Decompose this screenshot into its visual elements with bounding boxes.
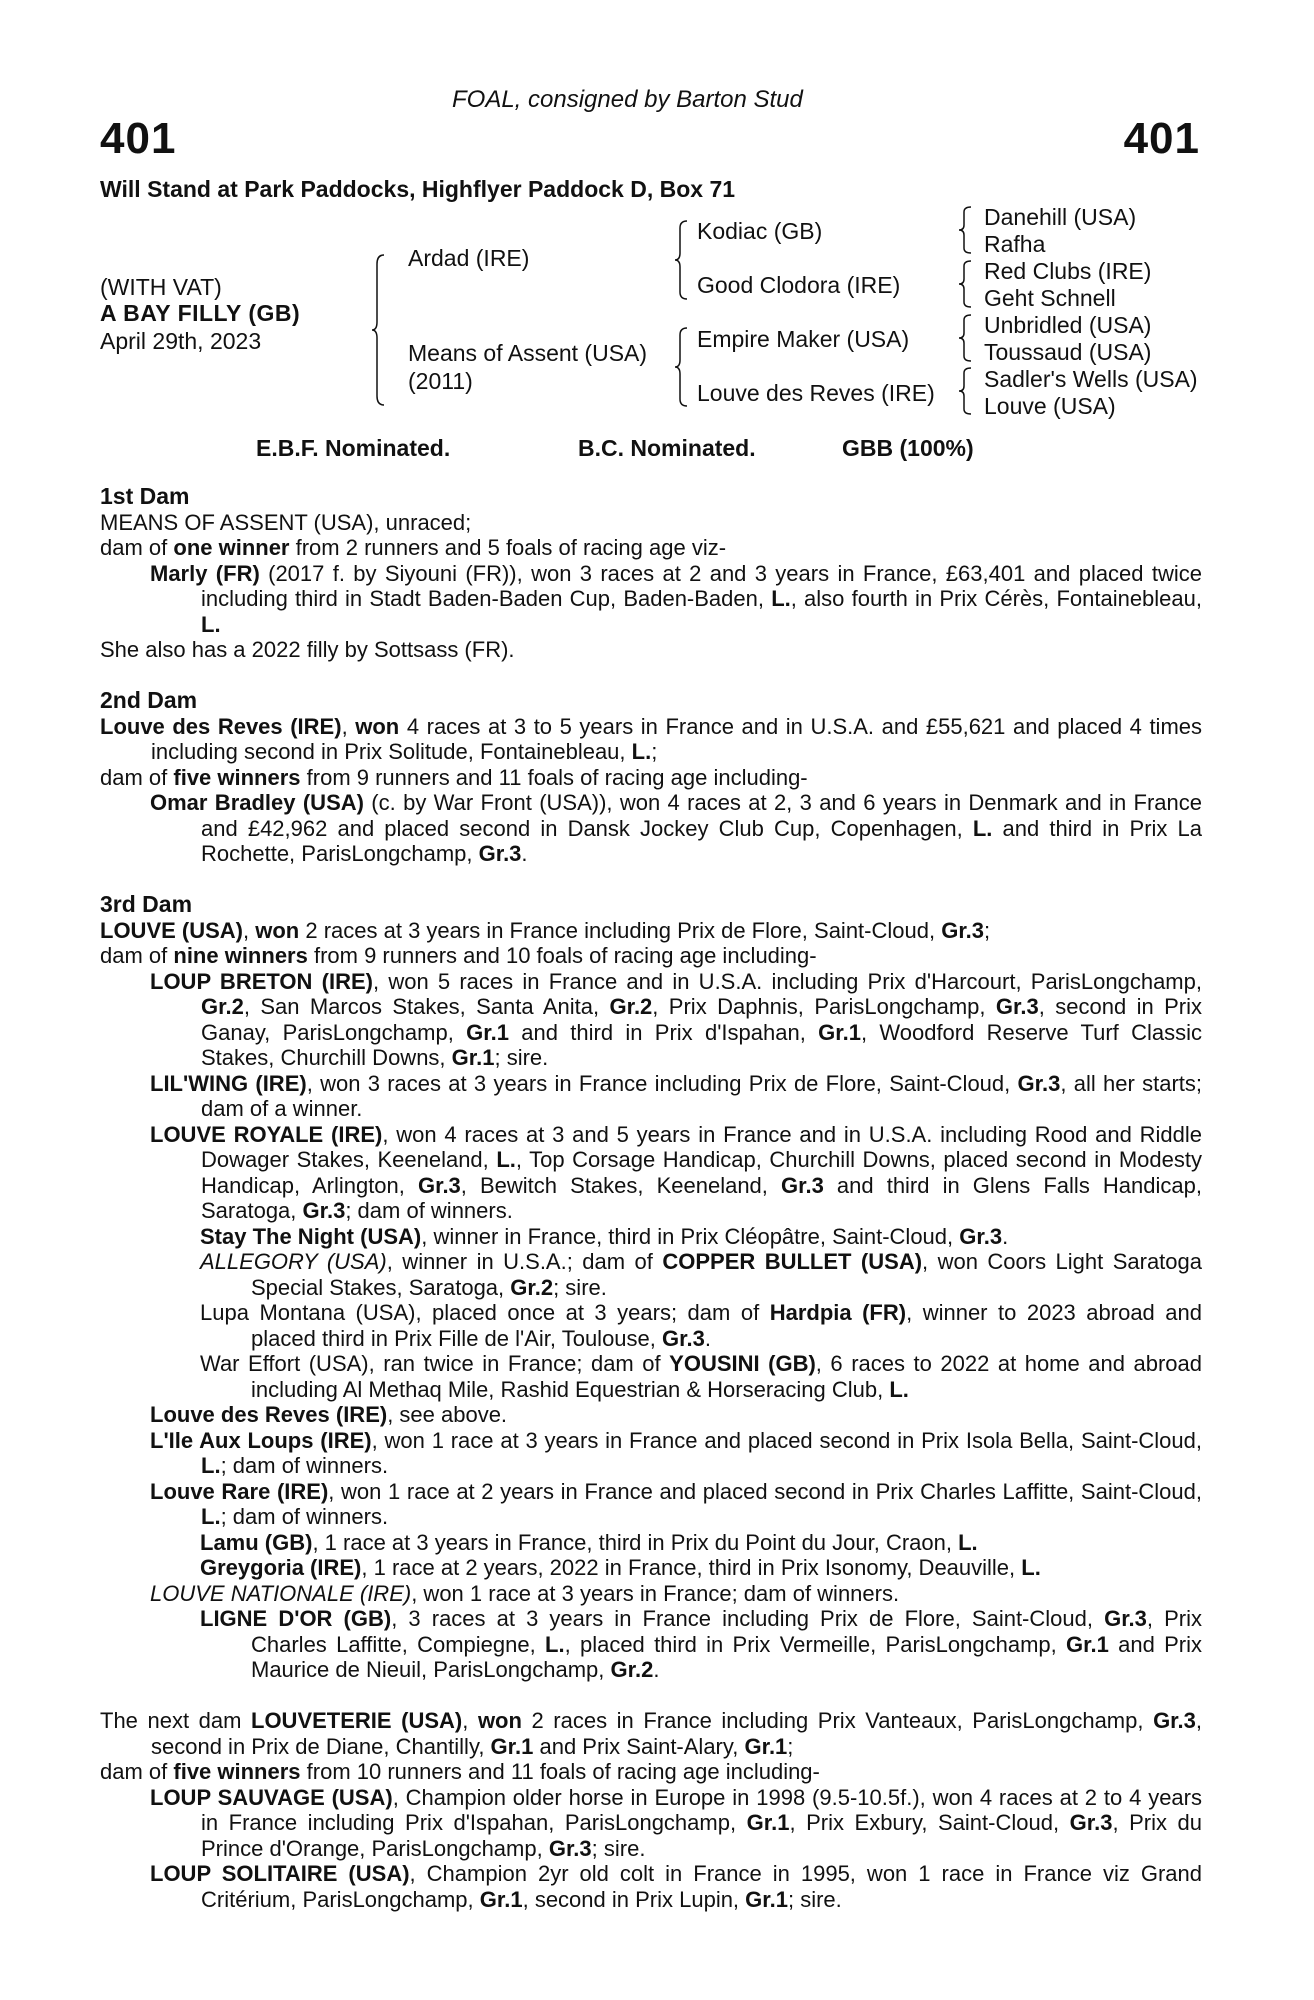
- gbb-rating: GBB (100%): [842, 435, 974, 461]
- produce-entry: LOUP BRETON (IRE), won 5 races in France and in U.S.A. including Prix d'Harcourt, ParisLongchamp, Gr.2, San Marcos Stakes, Santa Anita, Gr.2, Prix Daphnis, ParisLongchamp, Gr.3, second in Prix Ganay, ParisLongchamp, Gr.1 and third in Prix d'Ispahan, Gr.1, Woodford Reserve Turf Classic Stakes, Churchill Downs, Gr.1; sire.: [150, 968, 1202, 1070]
- produce-entry: L'Ile Aux Loups (IRE), won 1 race at 3 years in France and placed second in Prix Isola Bella, Saint-Cloud, L.; dam of winners.: [150, 1427, 1203, 1478]
- sire-sire: Kodiac (GB): [697, 218, 823, 244]
- second-dam-section: [100, 688, 1202, 867]
- lot-number-right: 401: [1123, 114, 1200, 163]
- produce-entry: Omar Bradley (USA) (c. by War Front (USA)), won 4 races at 2, 3 and 6 years in Denmark and in France and £42,962 and placed second in Dansk Jockey Club Cup, Copenhagen, L. and third in Prix La Rochette, ParisLongchamp, Gr.3.: [150, 790, 1203, 866]
- grandproduce-entry: War Effort (USA), ran twice in France; dam of YOUSINI (GB), 6 races to 2022 at home and abroad including Al Methaq Mile, Rashid Equestrian & Horseracing Club, L.: [200, 1351, 1202, 1402]
- produce-entry: LIL'WING (IRE), won 3 races at 3 years in France including Prix de Flore, Saint-Cloud, Gr.3, all her starts; dam of a winner.: [150, 1070, 1203, 1121]
- foaling-date: April 29th, 2023: [100, 328, 262, 354]
- first-dam-section: [100, 484, 1202, 663]
- first-dam-heading: 1st Dam: [100, 483, 190, 509]
- pedigree-brace-dam: [674, 327, 688, 407]
- sire-dam: Good Clodora (IRE): [697, 272, 901, 298]
- third-dam-produce-summary: dam of nine winners from 9 runners and 10 foals of racing age including-: [100, 943, 817, 968]
- sd-sire: Red Clubs (IRE): [984, 258, 1152, 284]
- ds-dam: Toussaud (USA): [984, 339, 1152, 365]
- horse-name: A BAY FILLY (GB): [100, 300, 301, 326]
- second-dam-heading: 2nd Dam: [100, 687, 198, 713]
- pedigree-brace-sire: [674, 220, 688, 300]
- next-dam-record: The next dam LOUVETERIE (USA), won 2 races in France including Prix Vanteaux, ParisLongchamp, Gr.3, second in Prix de Diane, Chantilly, Gr.1 and Prix Saint-Alary, Gr.1;: [100, 1708, 1202, 1759]
- produce-entry: LOUVE NATIONALE (IRE), won 1 race at 3 years in France; dam of winners.: [150, 1580, 900, 1606]
- ebf-nomination: E.B.F. Nominated.: [256, 435, 451, 461]
- dd-dam: Louve (USA): [984, 393, 1116, 419]
- second-dam-record: Louve des Reves (IRE), won 4 races at 3 to 5 years in France and in U.S.A. and £55,621 and placed 4 times including second in Prix Solitude, Fontainebleau, L.;: [100, 713, 1203, 764]
- produce-entry: Marly (FR) (2017 f. by Siyouni (FR)), won 3 races at 2 and 3 years in France, £63,401 and placed twice including third in Stadt Baden-Baden Cup, Baden-Baden, L., also fourth in Prix Cérès, Fontainebleau, L.: [150, 560, 1202, 637]
- dd-sire: Sadler's Wells (USA): [984, 366, 1198, 392]
- grandproduce-entry: ALLEGORY (USA), winner in U.S.A.; dam of COPPER BULLET (USA), won Coors Light Saratoga Special Stakes, Saratoga, Gr.2; sire.: [200, 1249, 1203, 1300]
- produce-entry: LOUP SOLITAIRE (USA), Champion 2yr old colt in France in 1995, won 1 race in France viz Grand Critérium, ParisLongchamp, Gr.1, second in Prix Lupin, Gr.1; sire.: [150, 1861, 1202, 1912]
- pedigree-brace-ds: [958, 314, 972, 362]
- stand-location: Will Stand at Park Paddocks, Highflyer Paddock D, Box 71: [100, 176, 736, 202]
- pedigree-brace-sd: [958, 260, 972, 308]
- third-dam-record: LOUVE (USA), won 2 races at 3 years in France including Prix de Flore, Saint-Cloud, Gr.3;: [100, 917, 991, 943]
- vat-label: (WITH VAT): [100, 274, 222, 300]
- grandproduce-entry: Greygoria (IRE), 1 race at 2 years, 2022 in France, third in Prix Isonomy, Deauville, L.: [200, 1555, 1041, 1580]
- lot-number-left: 401: [100, 114, 177, 163]
- first-dam-produce-summary: dam of one winner from 2 runners and 5 foals of racing age viz-: [100, 535, 727, 560]
- dam-sire: Empire Maker (USA): [697, 326, 910, 352]
- grandproduce-entry: LIGNE D'OR (GB), 3 races at 3 years in France including Prix de Flore, Saint-Cloud, Gr.3, Prix Charles Laffitte, Compiegne, L., placed third in Prix Vermeille, ParisLongchamp, Gr.1 and Prix Maurice de Nieuil, ParisLongchamp, Gr.2.: [200, 1606, 1202, 1682]
- consignment-line: FOAL, consigned by Barton Stud: [452, 86, 803, 113]
- grandproduce-entry: Lamu (GB), 1 race at 3 years in France, third in Prix du Point du Jour, Craon, L.: [200, 1529, 978, 1555]
- ds-sire: Unbridled (USA): [984, 312, 1152, 338]
- pedigree-brace-ss: [958, 206, 972, 254]
- pedigree-brace-main: [371, 254, 385, 406]
- produce-entry: Louve des Reves (IRE), see above.: [150, 1402, 508, 1427]
- sire-name: Ardad (IRE): [408, 245, 530, 271]
- pedigree-brace-dd: [958, 367, 972, 415]
- dam-name: Means of Assent (USA): [408, 340, 648, 366]
- third-dam-section: [100, 892, 1202, 1683]
- first-dam-note: She also has a 2022 filly by Sottsass (FR).: [100, 637, 515, 662]
- grandproduce-entry: Lupa Montana (USA), placed once at 3 years; dam of Hardpia (FR), winner to 2023 abroad and placed third in Prix Fille de l'Air, Toulouse, Gr.3.: [200, 1300, 1202, 1351]
- third-dam-heading: 3rd Dam: [100, 891, 193, 917]
- dam-dam: Louve des Reves (IRE): [697, 380, 935, 406]
- ss-dam: Rafha: [984, 231, 1046, 257]
- first-dam-intro: MEANS OF ASSENT (USA), unraced;: [100, 509, 472, 535]
- sd-dam: Geht Schnell: [984, 285, 1116, 311]
- grandproduce-entry: Stay The Night (USA), winner in France, third in Prix Cléopâtre, Saint-Cloud, Gr.3.: [200, 1223, 1009, 1249]
- bc-nomination: B.C. Nominated.: [578, 435, 756, 461]
- dam-year: (2011): [408, 368, 473, 394]
- next-dam-produce-summary: dam of five winners from 10 runners and 11 foals of racing age including-: [100, 1759, 820, 1784]
- ss-sire: Danehill (USA): [984, 204, 1137, 230]
- produce-entry: LOUP SAUVAGE (USA), Champion older horse in Europe in 1998 (9.5-10.5f.), won 4 races at 2 to 4 years in France including Prix d'Ispahan, ParisLongchamp, Gr.1, Prix Exbury, Saint-Cloud, Gr.3, Prix du Prince d'Orange, ParisLongchamp, Gr.3; sire.: [150, 1784, 1202, 1861]
- produce-entry: Louve Rare (IRE), won 1 race at 2 years in France and placed second in Prix Charles Laffitte, Saint-Cloud, L.; dam of winners.: [150, 1478, 1202, 1529]
- second-dam-produce-summary: dam of five winners from 9 runners and 11 foals of racing age including-: [100, 764, 808, 790]
- produce-entry: LOUVE ROYALE (IRE), won 4 races at 3 and 5 years in France and in U.S.A. including Rood and Riddle Dowager Stakes, Keeneland, L., Top Corsage Handicap, Churchill Downs, placed second in Modesty Handicap, Arlington, Gr.3, Bewitch Stakes, Keeneland, Gr.3 and third in Glens Falls Handicap, Saratoga, Gr.3; dam of winners.: [150, 1121, 1202, 1223]
- next-dam-section: [100, 1708, 1202, 1912]
